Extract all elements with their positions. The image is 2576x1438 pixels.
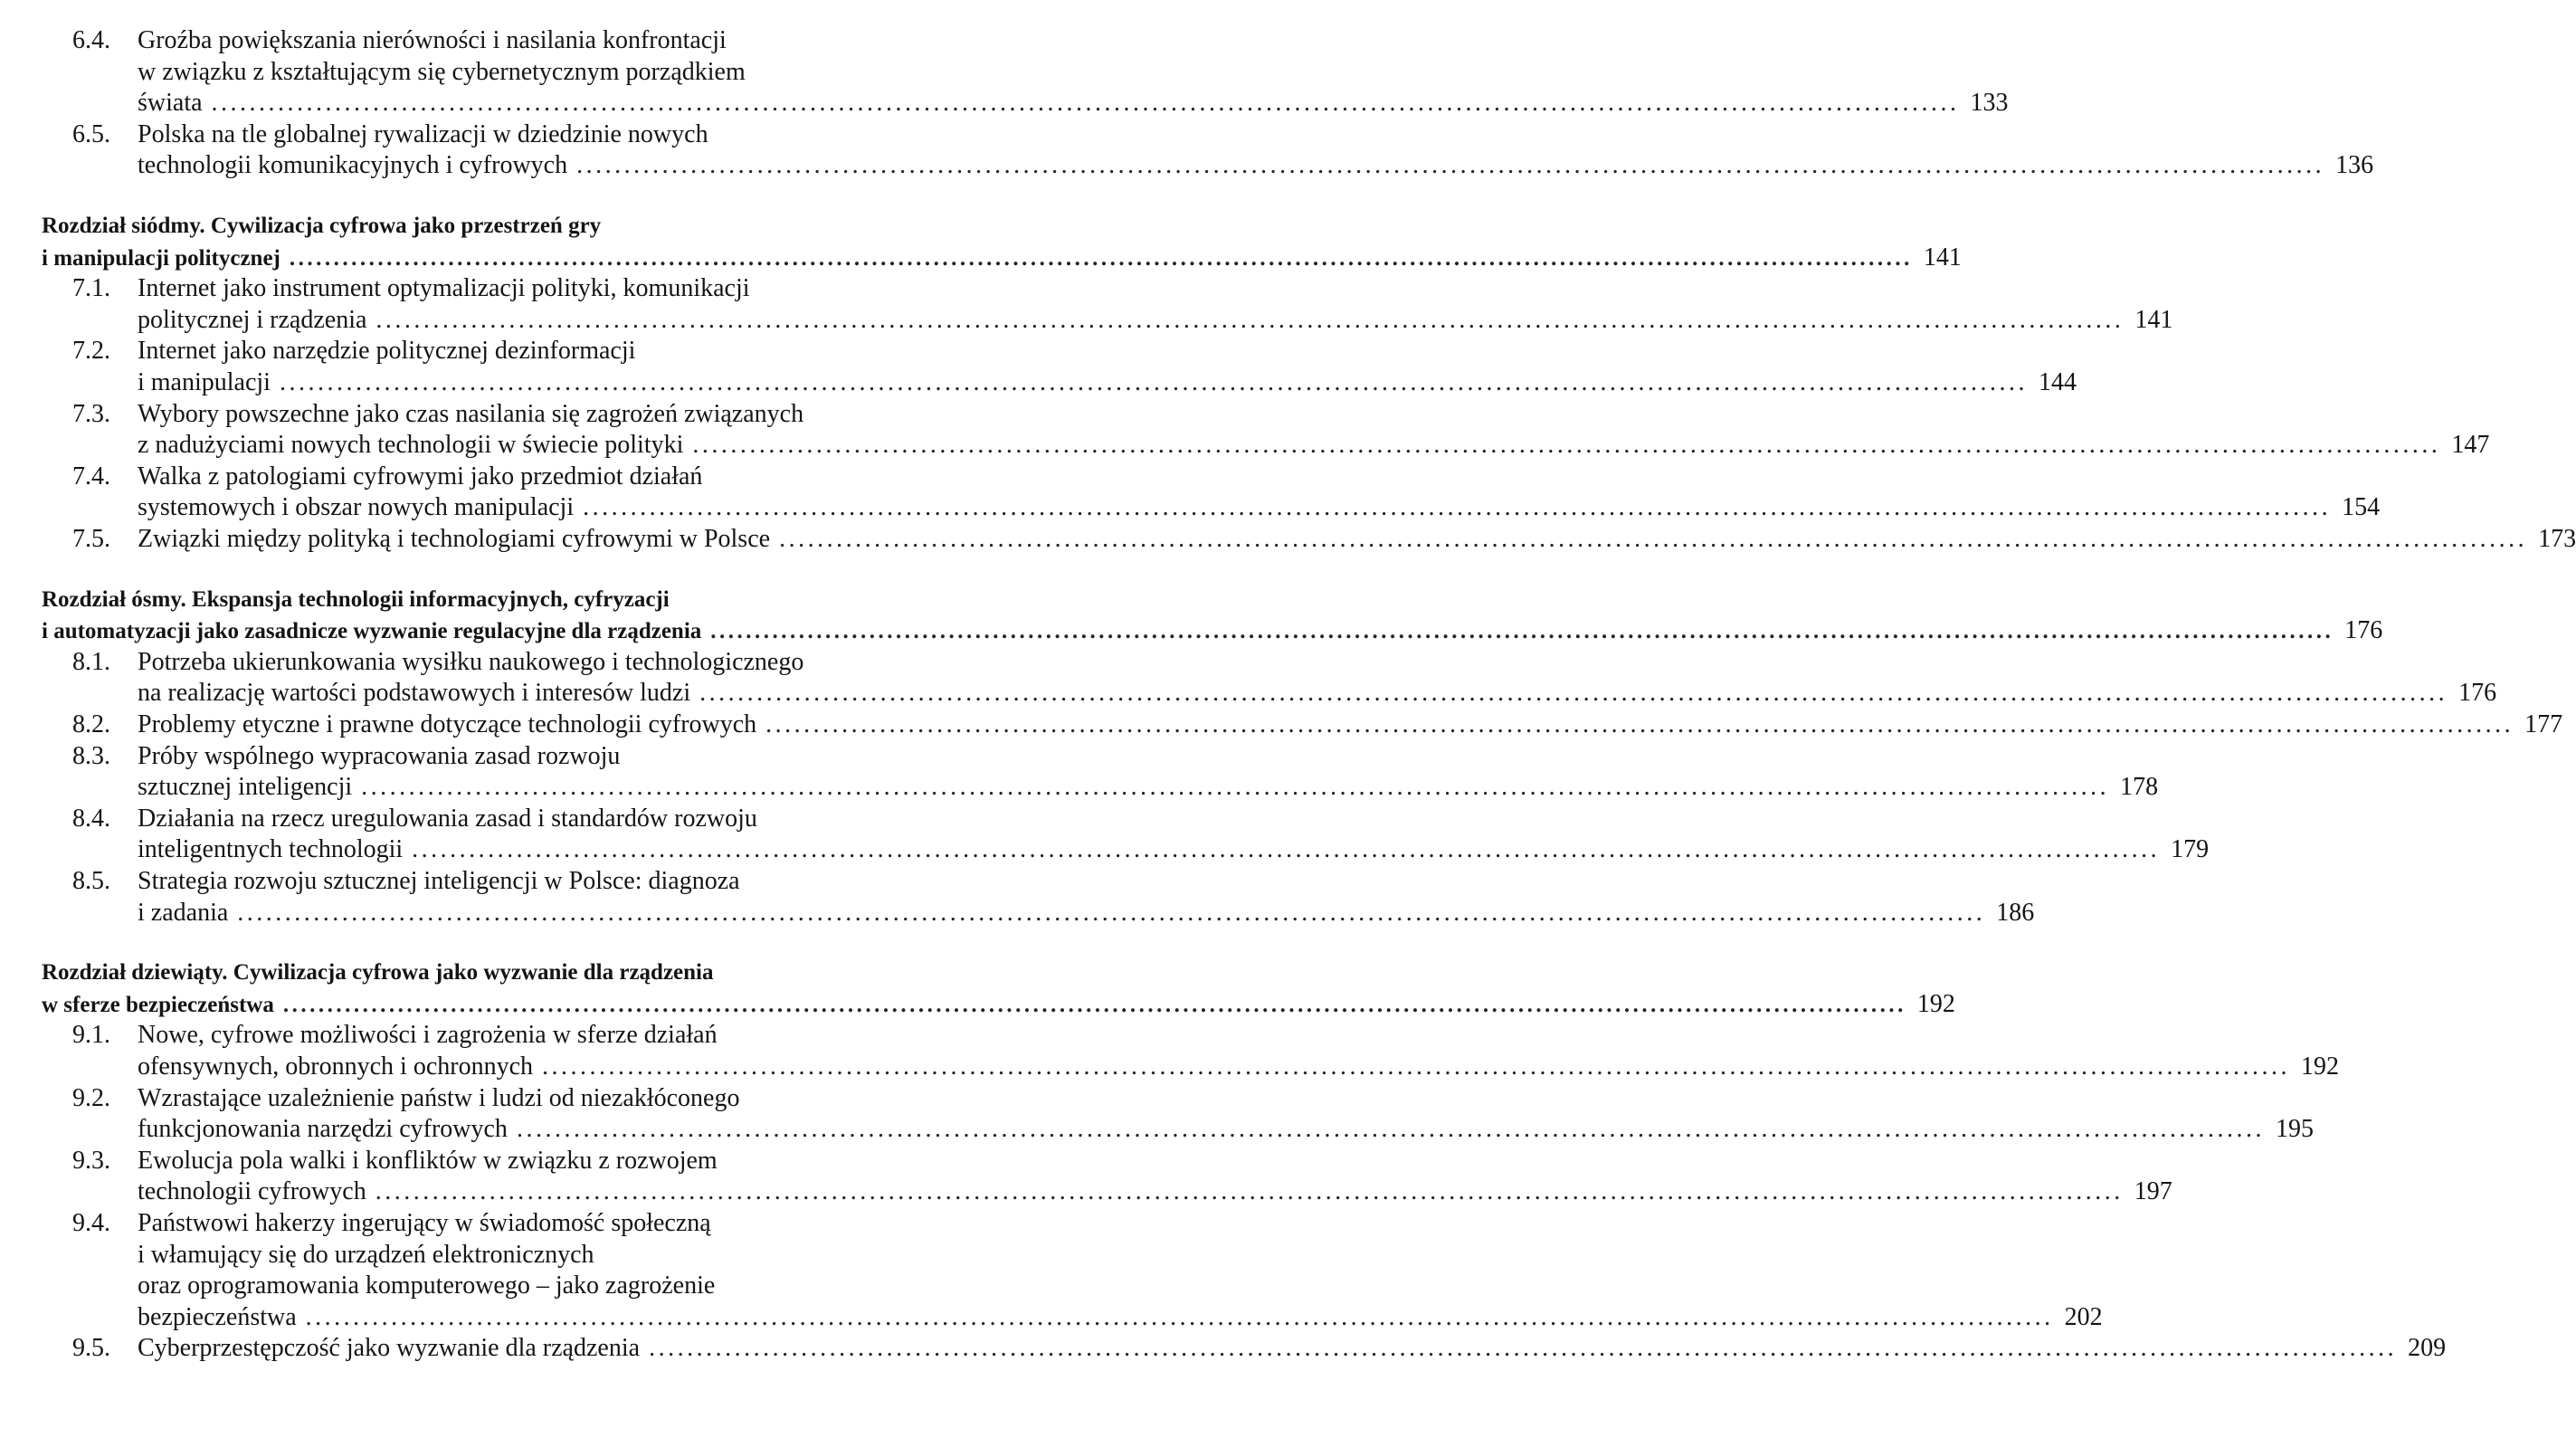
toc-line: [138, 1271, 715, 1301]
dot-leader: ........................................................................................................................................................................................: [361, 773, 2110, 802]
section-title-text: Próby wspólnego wypracowania zasad rozwoju: [138, 741, 621, 770]
chapter-title-text: Rozdział dziewiąty. Cywilizacja cyfrowa jako wyzwanie dla rządzenia: [42, 960, 714, 986]
chapter-title-text: Rozdział ósmy. Ekspansja technologii informacyjnych, cyfryzacji: [42, 586, 670, 612]
section-title-text: Działania na rzecz uregulowania zasad i standardów rozwoju: [138, 804, 757, 833]
section-number: 7.2.: [72, 337, 110, 366]
page-number: 192: [2301, 1052, 2340, 1081]
chapter-title-text: i manipulacji politycznej: [42, 245, 280, 271]
dot-leader: ........................................................................................................................................................................................: [576, 151, 2325, 180]
section-title-text: systemowych i obszar nowych manipulacji: [138, 493, 575, 522]
page-number: 133: [1970, 89, 2009, 118]
dot-leader: ........................................................................................................................................................................................: [412, 835, 2161, 864]
page-number: 154: [2342, 493, 2381, 522]
toc-line: [72, 399, 804, 430]
toc-line: [72, 709, 2563, 740]
page-number: 136: [2335, 151, 2374, 180]
dot-leader: ........................................................................................................................................................................................: [282, 992, 1906, 1017]
section-title-text: bezpieczeństwa: [138, 1302, 297, 1331]
dot-leader: ........................................................................................................................................................................................: [699, 679, 2448, 708]
section-title-text: świata: [138, 89, 203, 118]
dot-leader: ........................................................................................................................................................................................: [375, 305, 2124, 334]
section-title-text: ofensywnych, obronnych i ochronnych: [138, 1052, 534, 1081]
dot-leader: ........................................................................................................................................................................................: [765, 710, 2514, 738]
page-number: 147: [2451, 431, 2490, 460]
section-title-text: technologii komunikacyjnych i cyfrowych: [138, 151, 568, 180]
section-title-text: politycznej i rządzenia: [138, 305, 367, 334]
section-number: 9.2.: [72, 1083, 110, 1112]
toc-line: [138, 88, 2009, 119]
page-number: 195: [2275, 1115, 2314, 1144]
toc-line: [72, 524, 2576, 555]
page-number: 202: [2064, 1302, 2103, 1331]
section-number: 6.5.: [72, 119, 110, 148]
toc-line: [138, 1240, 594, 1271]
section-title-text: oraz oprogramowania komputerowego – jako zagrożenie: [138, 1271, 716, 1300]
dot-leader: ........................................................................................................................................................................................: [289, 245, 1913, 271]
dot-leader: ........................................................................................................................................................................................: [375, 1177, 2124, 1206]
chapter-title-text: w sferze bezpieczeństwa: [42, 992, 274, 1017]
dot-leader: ........................................................................................................................................................................................: [710, 619, 2334, 644]
toc-line: [72, 804, 757, 834]
dot-leader: ........................................................................................................................................................................................: [237, 898, 1986, 927]
section-number: 9.3.: [72, 1146, 110, 1175]
section-title-text: Polska na tle globalnej rywalizacji w dziedzinie nowych: [138, 119, 708, 148]
toc-line: [138, 367, 2077, 398]
section-number: 8.2.: [72, 710, 110, 738]
section-title-text: w związku z kształtującym się cybernetycznym porządkiem: [138, 57, 746, 86]
section-title-text: Cyberprzestępczość jako wyzwanie dla rządzenia: [138, 1334, 641, 1363]
page-number: 141: [2134, 305, 2173, 334]
section-number: 9.5.: [72, 1334, 110, 1363]
toc-line: [72, 1333, 2447, 1364]
toc-line: [72, 25, 727, 56]
section-title-text: sztucznej inteligencji: [138, 773, 353, 802]
dot-leader: ........................................................................................................................................................................................: [542, 1052, 2291, 1081]
section-title-text: Internet jako narzędzie politycznej dezinformacji: [138, 337, 636, 366]
section-title-text: Ewolucja pola walki i konfliktów w związku z rozwojem: [138, 1146, 718, 1175]
chapter-title-text: i automatyzacji jako zasadnicze wyzwanie regulacyjne dla rządzenia: [42, 619, 702, 644]
section-number: 8.3.: [72, 741, 110, 770]
page-number: 173: [2538, 525, 2576, 553]
dot-leader: ........................................................................................................................................................................................: [779, 525, 2528, 553]
toc-line: [42, 989, 1955, 1020]
page-number: 176: [2344, 616, 2383, 645]
section-title-text: funkcjonowania narzędzi cyfrowych: [138, 1115, 508, 1144]
page-number: 179: [2171, 835, 2210, 864]
toc-line: [138, 834, 2210, 865]
section-title-text: Problemy etyczne i prawne dotyczące technologii cyfrowych: [138, 710, 757, 738]
section-title-text: Groźba powiększania nierówności i nasilania konfrontacji: [138, 26, 727, 54]
section-title-text: Związki między polityką i technologiami cyfrowymi w Polsce: [138, 525, 771, 553]
toc-line: [72, 1083, 740, 1114]
toc-line: [138, 150, 2374, 181]
section-title-text: Potrzeba ukierunkowania wysiłku naukowego i technologicznego: [138, 647, 804, 676]
page-number: 209: [2408, 1334, 2447, 1363]
toc-line: [138, 57, 746, 88]
toc-line: [138, 678, 2497, 709]
toc-line: [72, 741, 621, 772]
toc-line: [72, 119, 708, 150]
section-title-text: Wzrastające uzależnienie państw i ludzi od niezakłóconego: [138, 1083, 740, 1112]
dot-leader: ........................................................................................................................................................................................: [583, 493, 2332, 522]
toc-line: [72, 273, 750, 304]
page-number: 178: [2120, 773, 2159, 802]
toc-line: [138, 1302, 2103, 1333]
toc-line: [72, 1146, 718, 1176]
dot-leader: ........................................................................................................................................................................................: [279, 368, 2028, 396]
toc-line: [42, 211, 601, 242]
section-number: 8.4.: [72, 804, 110, 833]
section-title-text: Państwowi hakerzy ingerujący w świadomość społeczną: [138, 1209, 711, 1237]
section-number: 8.5.: [72, 867, 110, 895]
section-title-text: Strategia rozwoju sztucznej inteligencji w Polsce: diagnoza: [138, 867, 740, 895]
toc-line: [72, 866, 740, 897]
section-title-text: i zadania: [138, 898, 229, 927]
toc-line: [138, 898, 2035, 929]
toc-line: [72, 1208, 711, 1239]
section-number: 9.4.: [72, 1209, 110, 1237]
section-title-text: Internet jako instrument optymalizacji polityki, komunikacji: [138, 274, 750, 303]
section-number: 7.1.: [72, 274, 110, 303]
dot-leader: ........................................................................................................................................................................................: [211, 89, 1960, 118]
toc-line: [138, 492, 2381, 523]
page-number: 186: [1996, 898, 2035, 927]
toc-line: [42, 957, 713, 988]
chapter-title-text: Rozdział siódmy. Cywilizacja cyfrowa jako przestrzeń gry: [42, 214, 602, 238]
toc-line: [42, 615, 2383, 646]
toc-line: [138, 1176, 2172, 1207]
toc-line: [72, 647, 804, 678]
section-number: 7.5.: [72, 525, 110, 553]
dot-leader: ........................................................................................................................................................................................: [516, 1115, 2265, 1144]
section-title-text: na realizację wartości podstawowych i interesów ludzi: [138, 679, 691, 708]
section-title-text: i manipulacji: [138, 368, 271, 396]
toc-line: [138, 1114, 2314, 1145]
toc-line: [138, 1052, 2340, 1082]
dot-leader: ........................................................................................................................................................................................: [692, 431, 2441, 460]
dot-leader: ........................................................................................................................................................................................: [649, 1334, 2398, 1363]
page-number: 141: [1923, 243, 1962, 271]
section-title-text: Nowe, cyfrowe możliwości i zagrożenia w sferze działań: [138, 1021, 718, 1050]
section-number: 7.3.: [72, 399, 110, 428]
section-title-text: i włamujący się do urządzeń elektronicznych: [138, 1240, 594, 1269]
section-title-text: technologii cyfrowych: [138, 1177, 366, 1206]
dot-leader: ........................................................................................................................................................................................: [305, 1302, 2054, 1331]
toc-line: [42, 585, 670, 615]
section-title-text: inteligentnych technologii: [138, 835, 404, 864]
page-number: 176: [2458, 679, 2497, 708]
section-number: 9.1.: [72, 1021, 110, 1050]
section-title-text: Wybory powszechne jako czas nasilania się zagrożeń związanych: [138, 399, 804, 428]
page-number: 197: [2134, 1177, 2172, 1206]
page-number: 144: [2038, 368, 2077, 396]
toc-line: [42, 243, 1962, 273]
toc-line: [138, 772, 2159, 803]
section-number: 8.1.: [72, 647, 110, 676]
section-title-text: Walka z patologiami cyfrowymi jako przedmiot działań: [138, 462, 703, 490]
toc-line: [138, 430, 2490, 461]
toc-line: [72, 336, 636, 367]
toc-line: [72, 462, 703, 492]
toc-line: [72, 1020, 718, 1051]
section-title-text: z nadużyciami nowych technologii w świecie polityki: [138, 431, 684, 460]
section-number: 6.4.: [72, 26, 110, 54]
section-number: 7.4.: [72, 462, 110, 490]
page-number: 192: [1916, 989, 1955, 1018]
toc-line: [138, 305, 2173, 336]
page-number: 177: [2524, 710, 2563, 738]
